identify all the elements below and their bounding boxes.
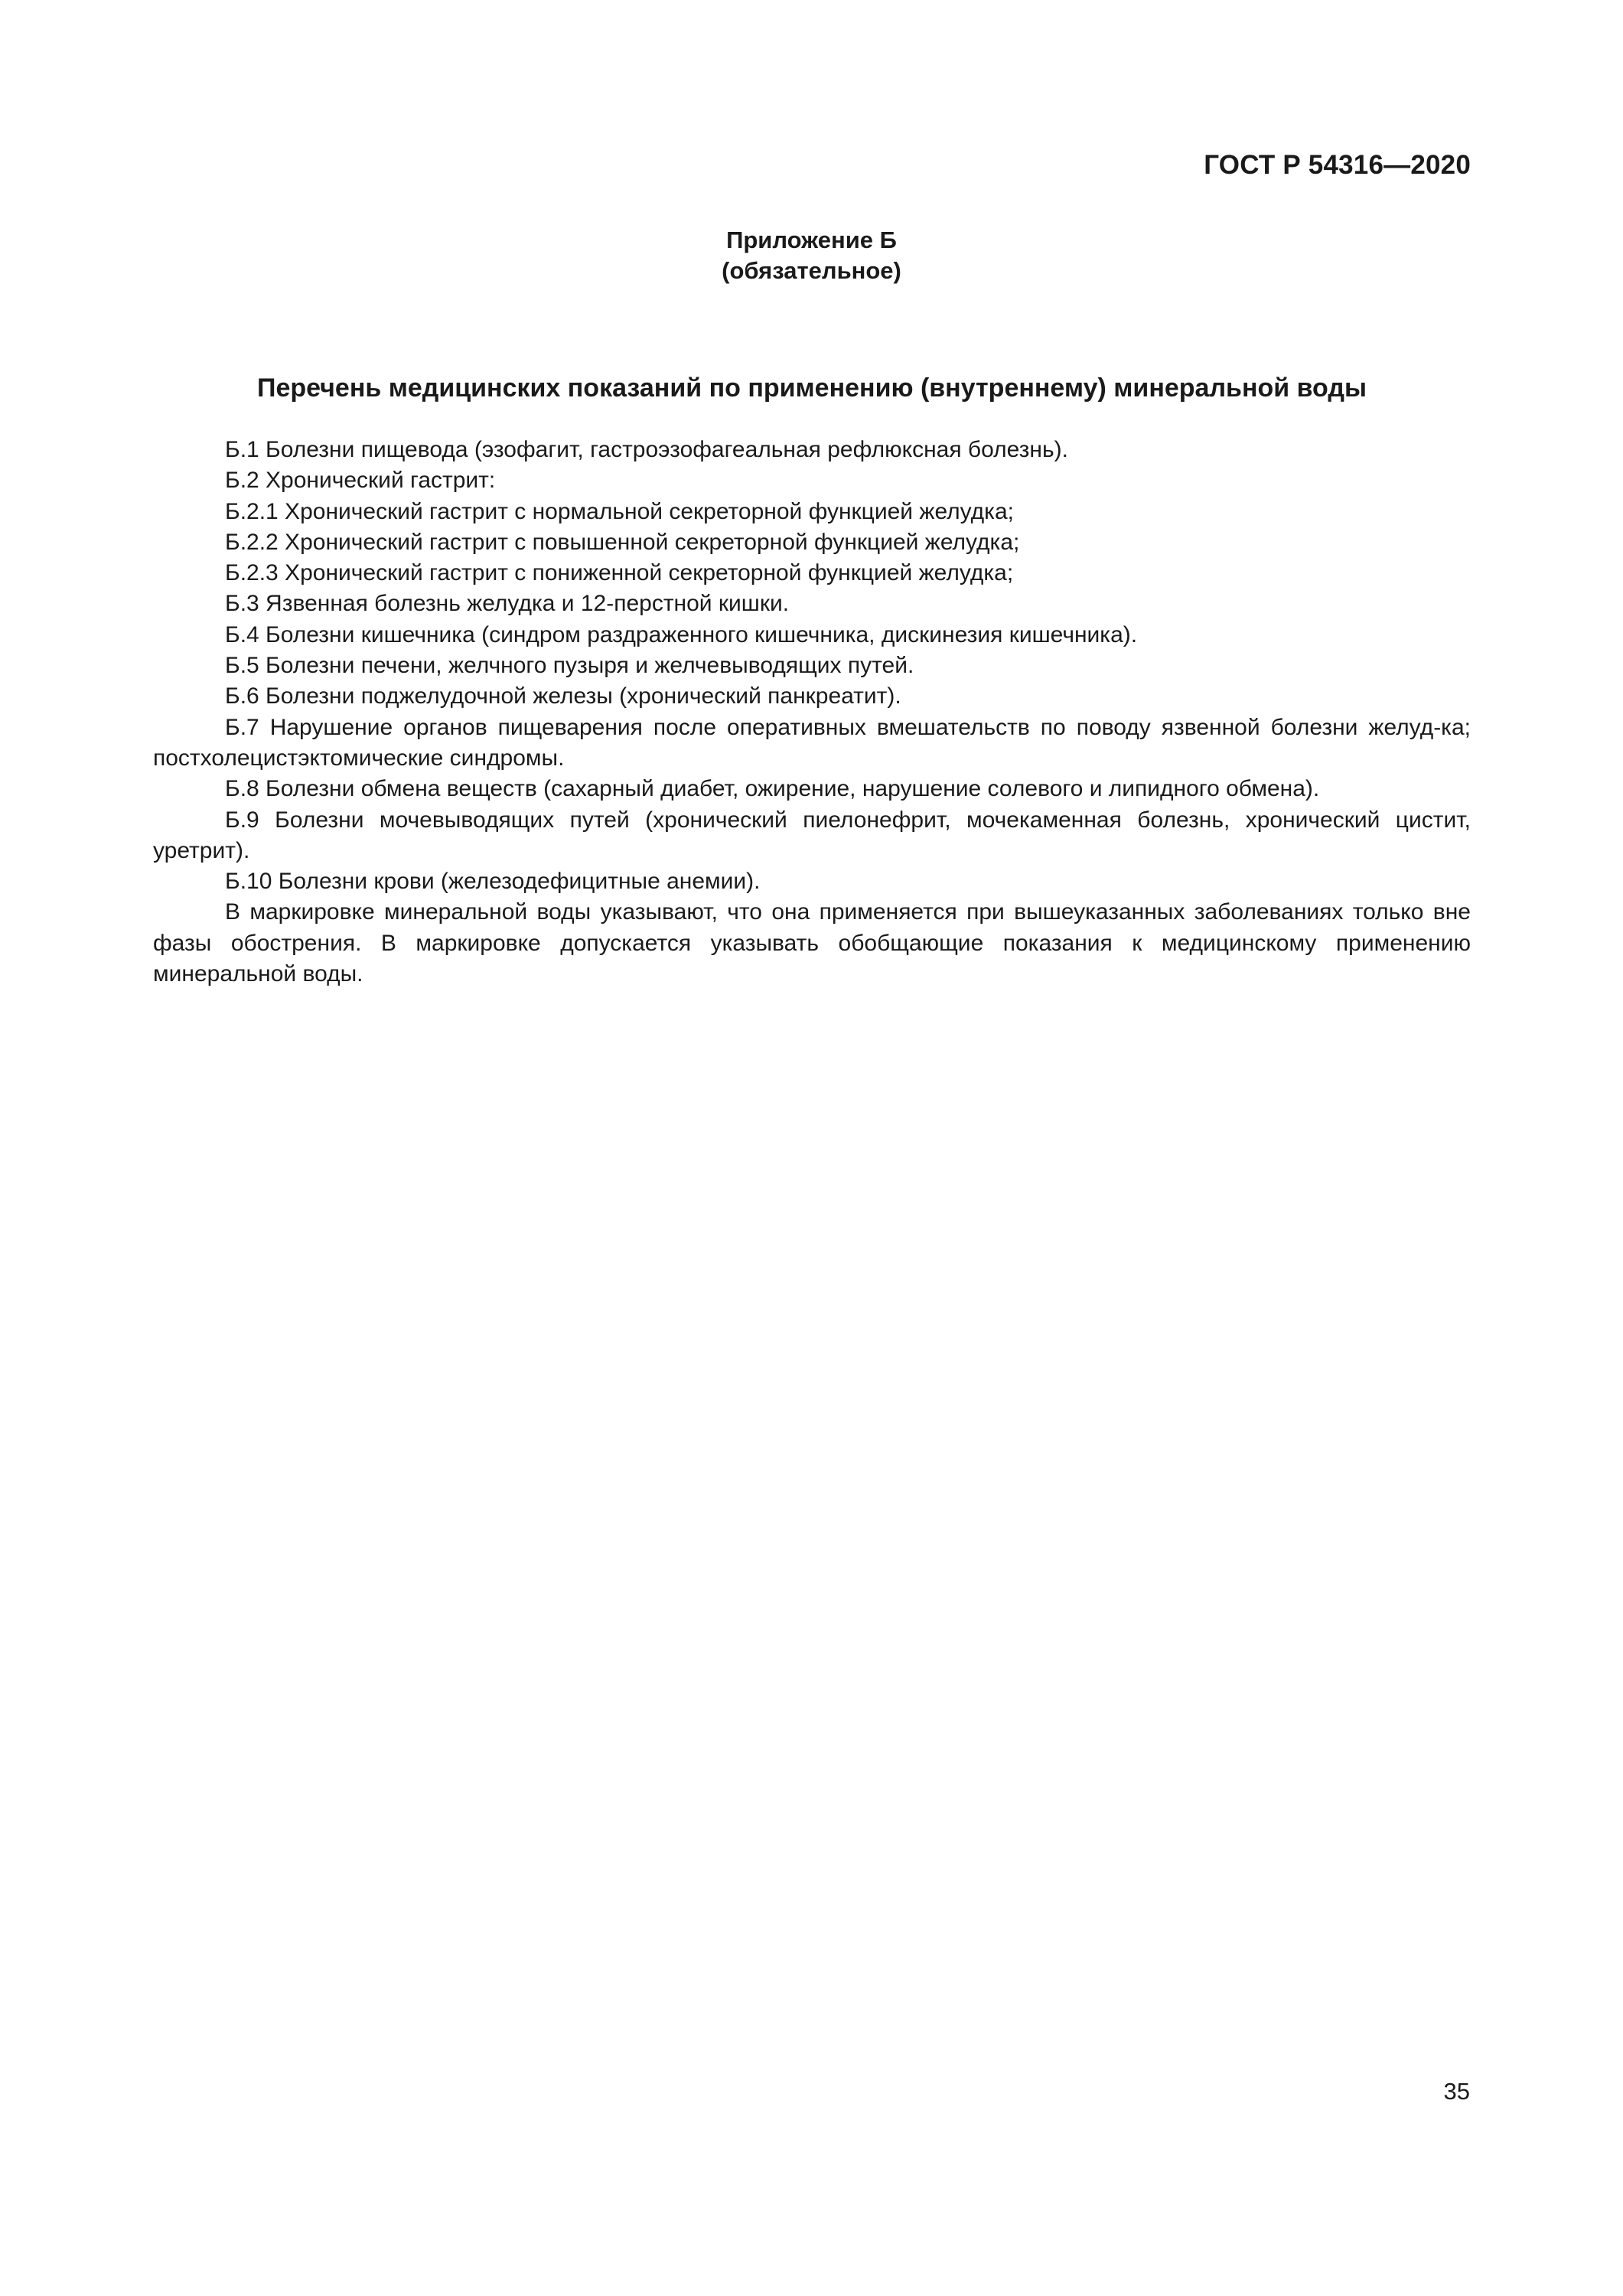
list-item: Б.7 Нарушение органов пищеварения после оперативных вмешательств по поводу язвенной болезни желуд-ка; постхолецистэктомические синдромы. <box>153 714 1471 771</box>
list-item: Б.3 Язвенная болезнь желудка и 12-перстной кишки. <box>225 591 790 617</box>
list-item: Б.2.2 Хронический гастрит с повышенной секреторной функцией желудка; <box>225 529 1020 555</box>
list-item: Б.4 Болезни кишечника (синдром раздраженного кишечника, дискинезия кишечника). <box>225 621 1138 647</box>
appendix-status: (обязательное) <box>722 257 901 284</box>
section-title: Перечень медицинских показаний по применению (внутреннему) минеральной воды <box>257 373 1367 403</box>
marking-note: В маркировке минеральной воды указывают, что она применяется при вышеуказанных заболеваниях только вне фазы обострения. В маркировке допускается указывать обобщающие показания к медицинскому применению минеральной воды. <box>153 899 1471 987</box>
list-item: Б.2.3 Хронический гастрит с пониженной секреторной функцией желудка; <box>225 560 1014 586</box>
appendix-title: Приложение Б <box>726 227 897 253</box>
list-item: Б.5 Болезни печени, желчного пузыря и желчевыводящих путей. <box>225 653 914 679</box>
appendix-heading <box>0 225 1623 286</box>
list-item: Б.9 Болезни мочевыводящих путей (хронический пиелонефрит, мочекаменная болезнь, хронический цистит, уретрит). <box>153 807 1471 863</box>
list-item: Б.8 Болезни обмена веществ (сахарный диабет, ожирение, нарушение солевого и липидного обмена). <box>225 776 1320 802</box>
list-item: Б.6 Болезни поджелудочной железы (хронический панкреатит). <box>225 683 901 709</box>
document-code: ГОСТ Р 54316—2020 <box>1204 150 1471 180</box>
page-number: 35 <box>1443 2078 1470 2105</box>
list-item: Б.2.1 Хронический гастрит с нормальной секреторной функцией желудка; <box>225 498 1014 524</box>
list-item: Б.2 Хронический гастрит: <box>225 468 496 494</box>
list-item: Б.1 Болезни пищевода (эзофагит, гастроэзофагеальная рефлюксная болезнь). <box>225 437 1068 462</box>
indications-list <box>153 435 1471 990</box>
list-item: Б.10 Болезни крови (железодефицитные анемии). <box>225 869 761 895</box>
